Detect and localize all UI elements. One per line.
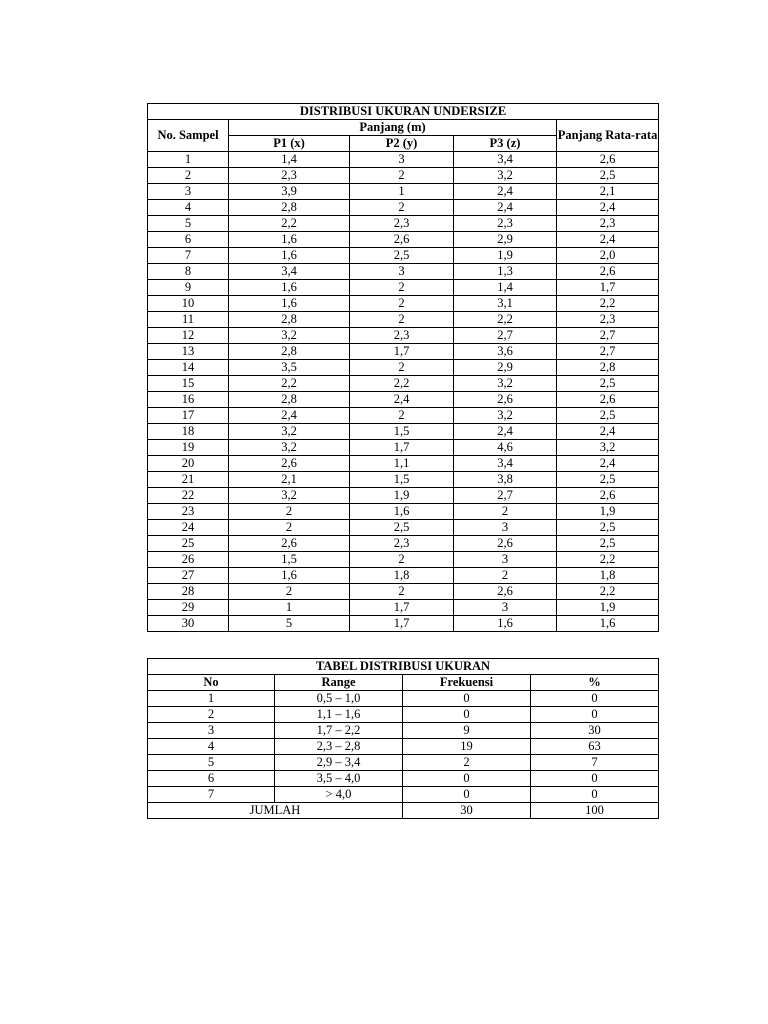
table-cell: 18: [148, 424, 229, 440]
table-cell: 0: [531, 771, 659, 787]
table-row: [148, 152, 659, 168]
table-cell: 2,3: [557, 216, 659, 232]
table-row: [148, 552, 659, 568]
table-cell: 3,2: [229, 424, 350, 440]
table-cell: 2,2: [229, 216, 350, 232]
table-cell: 2,8: [229, 344, 350, 360]
table-cell: 2,4: [557, 456, 659, 472]
table-body: [148, 152, 659, 632]
table-cell: 1,9: [454, 248, 557, 264]
table-row: [148, 344, 659, 360]
table-cell: 2,5: [557, 472, 659, 488]
table-cell: 11: [148, 312, 229, 328]
table-cell: 22: [148, 488, 229, 504]
table-cell: 1,4: [229, 152, 350, 168]
table-cell: 2,5: [557, 520, 659, 536]
table-cell: 3,4: [454, 152, 557, 168]
table-title: TABEL DISTRIBUSI UKURAN: [148, 659, 659, 675]
table-cell: 1: [148, 691, 275, 707]
table-cell: 9: [403, 723, 531, 739]
table-cell: 1,7: [557, 280, 659, 296]
table-cell: 2,2: [229, 376, 350, 392]
table-cell: 4: [148, 739, 275, 755]
table-cell: 2,0: [557, 248, 659, 264]
table-cell: 3: [350, 152, 454, 168]
table-cell: 1,6: [454, 616, 557, 632]
table-cell: 2: [350, 360, 454, 376]
table-cell: 2,6: [557, 152, 659, 168]
table-cell: 1,6: [557, 616, 659, 632]
table-cell: 2,7: [454, 488, 557, 504]
table-cell: 2: [350, 168, 454, 184]
table-cell: 2,3: [350, 536, 454, 552]
table-cell: 7: [531, 755, 659, 771]
table-cell: 0: [403, 707, 531, 723]
table-row: [148, 328, 659, 344]
header-frekuensi: Frekuensi: [403, 675, 531, 691]
table-cell: 2,3: [557, 312, 659, 328]
table-cell: 2,4: [229, 408, 350, 424]
table-cell: 2: [148, 168, 229, 184]
table-cell: 3,2: [454, 168, 557, 184]
table-row: [148, 232, 659, 248]
table-cell: 7: [148, 787, 275, 803]
table-cell: 2,6: [454, 392, 557, 408]
table-cell: 15: [148, 376, 229, 392]
table-cell: 0: [403, 771, 531, 787]
table-cell: 9: [148, 280, 229, 296]
table-cell: 2,4: [454, 200, 557, 216]
table-cell: 0: [403, 691, 531, 707]
table-row: [148, 392, 659, 408]
table-cell: 2: [350, 280, 454, 296]
table-cell: 2,3: [229, 168, 350, 184]
table-cell: 2,4: [350, 392, 454, 408]
table-cell: 2,6: [229, 456, 350, 472]
table-cell: 5: [229, 616, 350, 632]
header-p1: P1 (x): [229, 136, 350, 152]
total-label: JUMLAH: [148, 803, 403, 819]
table-row: [148, 568, 659, 584]
table-cell: 2,4: [557, 232, 659, 248]
table-cell: 2: [403, 755, 531, 771]
table-cell: 14: [148, 360, 229, 376]
table-cell: 2,3: [454, 216, 557, 232]
table-cell: 24: [148, 520, 229, 536]
table-cell: 2: [148, 707, 275, 723]
table-cell: 30: [531, 723, 659, 739]
table-cell: 2,5: [350, 248, 454, 264]
table-cell: 28: [148, 584, 229, 600]
table-cell: 3: [454, 600, 557, 616]
table-cell: 2: [350, 312, 454, 328]
table-cell: 3,4: [454, 456, 557, 472]
table-cell: 2: [229, 504, 350, 520]
table-cell: 1,5: [229, 552, 350, 568]
table-row: [148, 584, 659, 600]
table-cell: 3,1: [454, 296, 557, 312]
table-cell: 3,5 – 4,0: [275, 771, 403, 787]
table-cell: 1,7: [350, 600, 454, 616]
table-row: [148, 216, 659, 232]
table-cell: 5: [148, 755, 275, 771]
table-row: [148, 616, 659, 632]
table-row: [148, 600, 659, 616]
table-cell: 1,1 – 1,6: [275, 707, 403, 723]
table-cell: 1,3: [454, 264, 557, 280]
table-cell: 2: [350, 552, 454, 568]
table-cell: 0,5 – 1,0: [275, 691, 403, 707]
table-cell: 2: [229, 520, 350, 536]
table-cell: 2,3: [350, 216, 454, 232]
header-no-sampel: No. Sampel: [148, 120, 229, 152]
table-cell: 3,2: [557, 440, 659, 456]
table-cell: 19: [148, 440, 229, 456]
table-cell: 2,2: [350, 376, 454, 392]
table-cell: 2,5: [350, 520, 454, 536]
table-cell: 2,3 – 2,8: [275, 739, 403, 755]
table-cell: 3,2: [229, 328, 350, 344]
table-row: [148, 488, 659, 504]
table-cell: 10: [148, 296, 229, 312]
table-cell: 4: [148, 200, 229, 216]
table-cell: 2,8: [229, 392, 350, 408]
table-cell: 1,5: [350, 472, 454, 488]
table-cell: 1,8: [557, 568, 659, 584]
table-cell: 1,7: [350, 616, 454, 632]
table-row: [148, 472, 659, 488]
table-row: [148, 707, 659, 723]
table-cell: 2,5: [557, 408, 659, 424]
table-cell: 25: [148, 536, 229, 552]
table-row: [148, 184, 659, 200]
table-cell: 1,8: [350, 568, 454, 584]
table-cell: 1,9: [350, 488, 454, 504]
table-row: [148, 456, 659, 472]
table-cell: 1,4: [454, 280, 557, 296]
header-p3: P3 (z): [454, 136, 557, 152]
table-row: [148, 200, 659, 216]
table-cell: 2,1: [229, 472, 350, 488]
table-cell: 2,6: [229, 536, 350, 552]
table-cell: 26: [148, 552, 229, 568]
table-cell: 2,7: [557, 344, 659, 360]
header-panjang-rata-rata: Panjang Rata-rata: [557, 120, 659, 152]
header-panjang: Panjang (m): [229, 120, 557, 136]
table-row: [148, 691, 659, 707]
table-cell: 3,2: [454, 376, 557, 392]
total-frekuensi: 30: [403, 803, 531, 819]
undersize-distribution-table: [147, 103, 659, 632]
table-cell: 19: [403, 739, 531, 755]
table-row: [148, 723, 659, 739]
table-cell: 2: [350, 584, 454, 600]
table-cell: 0: [531, 707, 659, 723]
header-p2: P2 (y): [350, 136, 454, 152]
table-cell: 2,6: [350, 232, 454, 248]
table-body: [148, 691, 659, 803]
table-cell: 7: [148, 248, 229, 264]
table-cell: 2,6: [454, 536, 557, 552]
table-cell: 63: [531, 739, 659, 755]
table-cell: 3,8: [454, 472, 557, 488]
table-cell: 29: [148, 600, 229, 616]
header-no: No: [148, 675, 275, 691]
table-cell: 0: [531, 691, 659, 707]
table-cell: 2,9: [454, 232, 557, 248]
table-cell: 0: [531, 787, 659, 803]
total-percent: 100: [531, 803, 659, 819]
table-cell: 3: [350, 264, 454, 280]
table-cell: 2,6: [557, 488, 659, 504]
table-cell: 3,6: [454, 344, 557, 360]
table-cell: 1,6: [229, 248, 350, 264]
table-cell: 0: [403, 787, 531, 803]
table-row: [148, 376, 659, 392]
table-cell: 1,6: [229, 232, 350, 248]
table-row: [148, 504, 659, 520]
table-cell: 2,9 – 3,4: [275, 755, 403, 771]
table-cell: 2,1: [557, 184, 659, 200]
table-cell: 3: [148, 184, 229, 200]
table-cell: 3,2: [454, 408, 557, 424]
table-row: [148, 408, 659, 424]
table-cell: 2,4: [557, 424, 659, 440]
table-cell: 2,2: [454, 312, 557, 328]
table-row: [148, 248, 659, 264]
table-cell: 13: [148, 344, 229, 360]
header-percent: %: [531, 675, 659, 691]
table-cell: 1,5: [350, 424, 454, 440]
table-row: [148, 168, 659, 184]
table-cell: 1,1: [350, 456, 454, 472]
table-cell: 2,8: [229, 312, 350, 328]
table-cell: 12: [148, 328, 229, 344]
table-cell: 2,5: [557, 376, 659, 392]
table-row: [148, 360, 659, 376]
table-cell: 2,8: [229, 200, 350, 216]
size-distribution-table: [147, 658, 659, 819]
table-cell: 1,6: [229, 568, 350, 584]
table-cell: 3,2: [229, 440, 350, 456]
table-cell: 2,6: [454, 584, 557, 600]
table-cell: 2: [350, 200, 454, 216]
total-row: [148, 803, 659, 819]
table-cell: 1,9: [557, 600, 659, 616]
table-cell: 2: [454, 504, 557, 520]
table-row: [148, 296, 659, 312]
table-cell: 3,4: [229, 264, 350, 280]
table-cell: 3,9: [229, 184, 350, 200]
table-cell: 27: [148, 568, 229, 584]
table-cell: 2,2: [557, 584, 659, 600]
table-row: [148, 787, 659, 803]
table-cell: 4,6: [454, 440, 557, 456]
table-row: [148, 312, 659, 328]
table-cell: 1,9: [557, 504, 659, 520]
table-row: [148, 264, 659, 280]
table-cell: 2: [229, 584, 350, 600]
header-range: Range: [275, 675, 403, 691]
table-cell: 16: [148, 392, 229, 408]
table-cell: 30: [148, 616, 229, 632]
table-cell: 2,4: [557, 200, 659, 216]
table-row: [148, 520, 659, 536]
table-cell: 8: [148, 264, 229, 280]
table-cell: 2,8: [557, 360, 659, 376]
table-cell: 6: [148, 232, 229, 248]
table-cell: 2,4: [454, 424, 557, 440]
table-cell: 2,6: [557, 392, 659, 408]
table-row: [148, 771, 659, 787]
table-cell: 2: [350, 408, 454, 424]
table-cell: > 4,0: [275, 787, 403, 803]
table-cell: 20: [148, 456, 229, 472]
table-row: [148, 280, 659, 296]
table-cell: 2,2: [557, 296, 659, 312]
table-cell: 21: [148, 472, 229, 488]
table-cell: 2: [350, 296, 454, 312]
table-row: [148, 739, 659, 755]
table-cell: 2,2: [557, 552, 659, 568]
table-cell: 3,5: [229, 360, 350, 376]
table-cell: 3: [454, 552, 557, 568]
table-cell: 5: [148, 216, 229, 232]
table-cell: 2,5: [557, 536, 659, 552]
table-cell: 2,4: [454, 184, 557, 200]
table-cell: 1,6: [229, 280, 350, 296]
table-cell: 1: [229, 600, 350, 616]
table-cell: 23: [148, 504, 229, 520]
table-title: DISTRIBUSI UKURAN UNDERSIZE: [148, 104, 659, 120]
table-cell: 6: [148, 771, 275, 787]
table-cell: 2,5: [557, 168, 659, 184]
table-cell: 3: [148, 723, 275, 739]
table-cell: 2,7: [557, 328, 659, 344]
table-row: [148, 424, 659, 440]
table-cell: 1,7 – 2,2: [275, 723, 403, 739]
table-row: [148, 536, 659, 552]
table-row: [148, 755, 659, 771]
table-cell: 2,7: [454, 328, 557, 344]
table-row: [148, 440, 659, 456]
table-cell: 2,6: [557, 264, 659, 280]
table-cell: 17: [148, 408, 229, 424]
table-cell: 3: [454, 520, 557, 536]
table-cell: 1: [350, 184, 454, 200]
table-cell: 1,6: [350, 504, 454, 520]
table-cell: 3,2: [229, 488, 350, 504]
table-cell: 2,9: [454, 360, 557, 376]
table-cell: 2: [454, 568, 557, 584]
table-cell: 1,6: [229, 296, 350, 312]
table-cell: 1,7: [350, 344, 454, 360]
table-cell: 2,3: [350, 328, 454, 344]
table-cell: 1,7: [350, 440, 454, 456]
table-cell: 1: [148, 152, 229, 168]
